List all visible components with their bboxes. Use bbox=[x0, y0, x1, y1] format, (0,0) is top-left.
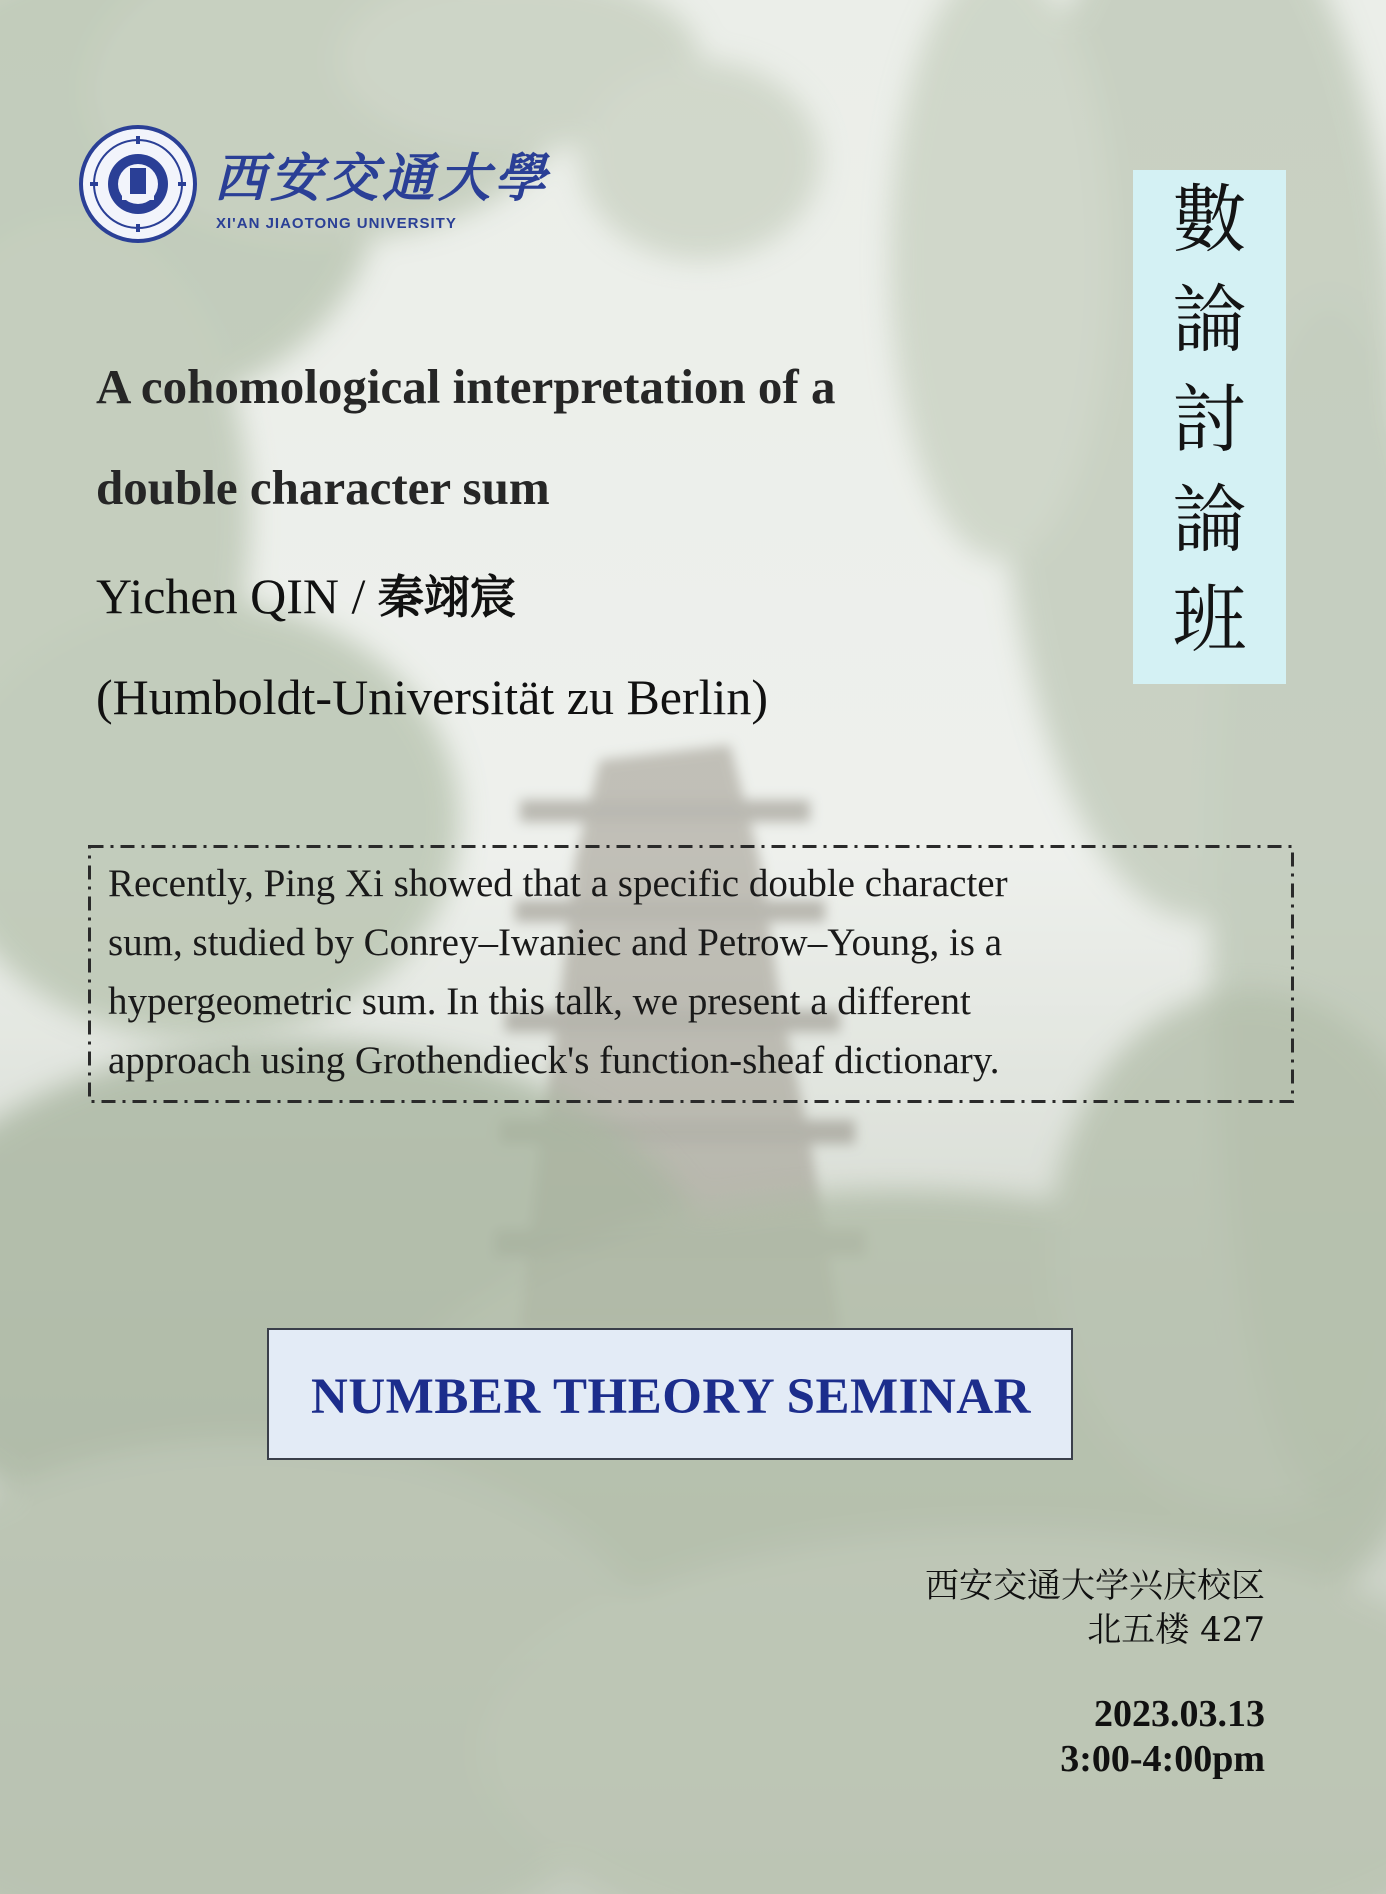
speaker-affiliation: (Humboldt-Universität zu Berlin) bbox=[96, 669, 769, 725]
abstract-line: hypergeometric sum. In this talk, we present a different bbox=[108, 980, 971, 1023]
talk-title-line: A cohomological interpretation of a bbox=[96, 359, 836, 414]
abstract-line: Recently, Ping Xi showed that a specific double character bbox=[108, 862, 1008, 905]
event-date: 2023.03.13 bbox=[1094, 1693, 1265, 1735]
event-time: 3:00-4:00pm bbox=[1060, 1738, 1265, 1780]
speaker-name bbox=[96, 561, 516, 627]
seminar-label-box bbox=[267, 1328, 1073, 1460]
banner-char: 數 bbox=[1172, 177, 1247, 263]
seminar-banner-vertical bbox=[1133, 170, 1286, 684]
university-name-cn: 西安交通大學 bbox=[214, 148, 551, 209]
venue-campus: 西安交通大学兴庆校区 bbox=[925, 1566, 1265, 1606]
speaker-name-cn: 秦翊宸 bbox=[377, 570, 516, 624]
seminar-label: NUMBER THEORY SEMINAR bbox=[311, 1369, 1031, 1425]
university-name-en: XI'AN JIAOTONG UNIVERSITY bbox=[216, 215, 457, 232]
speaker-name-en: Yichen QIN / bbox=[96, 568, 378, 624]
banner-char: 討 bbox=[1172, 377, 1247, 463]
abstract-box bbox=[88, 845, 1294, 1103]
university-logo bbox=[78, 124, 551, 244]
banner-char: 論 bbox=[1172, 477, 1247, 563]
abstract-line: approach using Grothendieck's function-sheaf dictionary. bbox=[108, 1039, 1000, 1082]
university-seal-icon bbox=[78, 124, 198, 244]
banner-char: 論 bbox=[1172, 277, 1247, 363]
abstract-line: sum, studied by Conrey–Iwaniec and Petrow–Young, is a bbox=[108, 921, 1003, 964]
venue-room: 北五楼 427 bbox=[1087, 1610, 1265, 1650]
banner-char: 班 bbox=[1172, 577, 1247, 663]
talk-title-line: double character sum bbox=[96, 460, 550, 515]
